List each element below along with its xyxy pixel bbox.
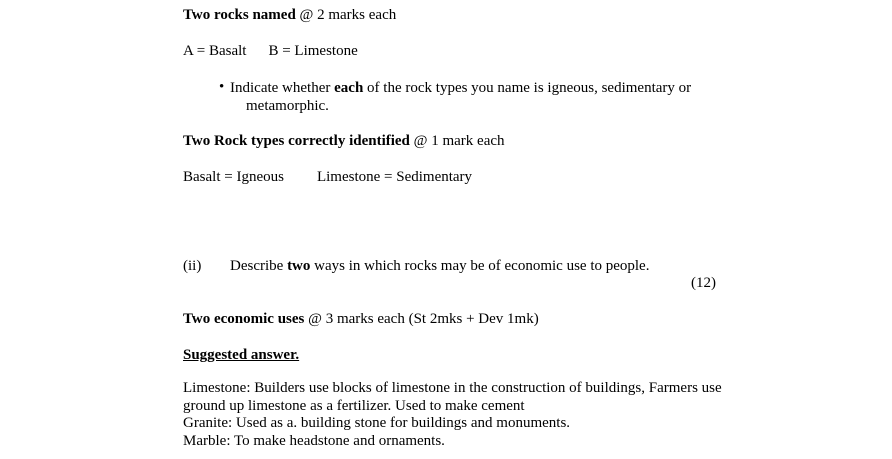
rock-type-answer-a: Basalt = Igneous: [183, 169, 284, 185]
answer-line-3: Granite: Used as a. building stone for buildings and monuments.: [183, 415, 571, 431]
question-post: ways in which rocks may be of economic use to people.: [310, 258, 650, 274]
question-marks: (12): [691, 275, 716, 291]
question-number: (ii): [183, 258, 202, 274]
suggested-answer-heading: [183, 346, 299, 364]
rock-types-heading: Two Rock types correctly identified: [183, 133, 410, 149]
rocks-named-heading: Two rocks named: [183, 7, 296, 23]
economic-uses-marks: @ 3 marks each (St 2mks + Dev 1mk): [304, 311, 539, 327]
answer-paragraph: [183, 380, 783, 450]
bullet-pre: Indicate whether: [230, 80, 335, 96]
bullet-post: of the rock types you name is igneous, sedimentary or: [363, 80, 692, 96]
marking-line-economic-uses: [183, 310, 539, 328]
rock-answer-a: A = Basalt: [183, 43, 247, 59]
question-bold: two: [287, 258, 311, 274]
marking-line-rocks-named: [183, 6, 396, 24]
rock-answers: [183, 42, 358, 60]
answer-line-4: Marble: To make headstone and ornaments.: [183, 432, 445, 449]
rock-types-marks: @ 1 mark each: [409, 133, 505, 149]
bullet-bold: each: [334, 80, 364, 96]
suggested-answer-label: Suggested answer.: [183, 347, 300, 363]
answer-line-1: Limestone: Builders use blocks of limestone in the construction of buildings, Farmers use: [183, 380, 722, 396]
bullet-icon: •: [219, 79, 225, 95]
economic-uses-heading: Two economic uses: [183, 311, 305, 327]
question-text: [230, 257, 649, 275]
rock-type-answers: [183, 168, 472, 186]
answer-line-2: ground up limestone as a fertilizer. Used to make cement: [183, 397, 525, 414]
rock-answer-b: B = Limestone: [268, 43, 358, 59]
rocks-named-marks: @ 2 marks each: [295, 7, 397, 23]
question-pre: Describe: [230, 258, 288, 274]
marking-line-rock-types: [183, 132, 505, 150]
bullet-continuation: metamorphic.: [246, 98, 329, 114]
rock-type-answer-b: Limestone = Sedimentary: [316, 169, 473, 185]
bullet-instruction: [230, 79, 691, 97]
